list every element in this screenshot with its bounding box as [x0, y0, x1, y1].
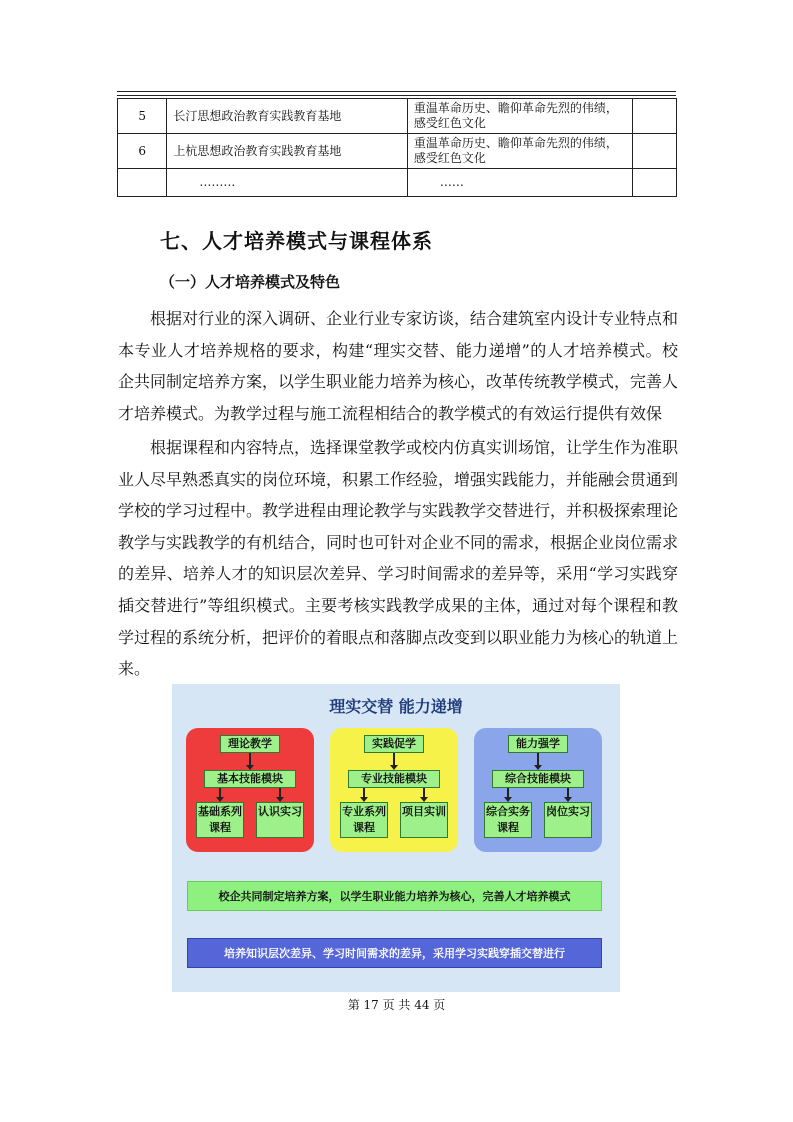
- down-arrow-icon: [567, 788, 569, 798]
- blank-cell: [632, 99, 676, 134]
- body-paragraph: 根据课程和内容特点，选择课堂教学或校内仿真实训场馆，让学生作为准职业人尽早熟悉真实的岗位环境，积累工作经验，增强实践能力，并能融会贯通到学校的学习过程中。教学进程由理论教学与实践教学交替进行，并积极探索理论教学与实践教学的有机结合，同时也可针对企业不同的需求，根据企业岗位需求的差异、培养人才的知识层次差异、学习时间需求的差异等，采用“学习实践穿插交替进行”等组织模式。主要考核实践教学成果的主体，通过对每个课程和教学过程的系统分析，把评价的着眼点和落脚点改变到以职业能力为核心的轨道上来。: [118, 438, 679, 679]
- panel-top-box: 能力强学: [508, 735, 568, 753]
- header-rule-top: [117, 91, 676, 92]
- base-description: ……: [407, 169, 632, 197]
- practice-base-table: [117, 98, 677, 197]
- row-number: [118, 169, 167, 197]
- panel-left-box: 基础系列课程: [196, 802, 244, 838]
- panel-theory-teaching: [186, 728, 314, 852]
- page-footer: 第 17 页 共 44 页: [347, 998, 446, 1012]
- down-arrow-icon: [219, 788, 221, 798]
- panel-right-box: 认识实习: [256, 802, 304, 838]
- subsection-heading: （一）人才培养模式及特色: [160, 273, 341, 291]
- base-name: ………: [167, 169, 407, 197]
- section-heading: 七、人才培养模式与课程体系: [160, 229, 433, 253]
- table-row: [118, 99, 677, 134]
- down-arrow-icon: [393, 753, 395, 766]
- alternation-band: 培养知识层次差异、学习时间需求的差异，采用学习实践穿插交替进行: [187, 938, 602, 968]
- base-description: 重温革命历史、瞻仰革命先烈的伟绩，感受红色文化: [407, 99, 632, 134]
- down-arrow-icon: [537, 753, 539, 766]
- down-arrow-icon: [423, 788, 425, 798]
- cooperation-band: 校企共同制定培养方案，以学生职业能力培养为核心，完善人才培养模式: [187, 881, 602, 911]
- panel-module-box: 综合技能模块: [492, 770, 584, 788]
- panel-practice-learning: [330, 728, 458, 852]
- panel-right-box: 岗位实习: [544, 802, 592, 838]
- panel-top-box: 实践促学: [364, 735, 424, 753]
- panel-module-box: 专业技能模块: [348, 770, 440, 788]
- body-paragraph: 根据对行业的深入调研、企业行业专家访谈，结合建筑室内设计专业特点和本专业人才培养规格的要求，构建“理实交替、能力递增”的人才培养模式。校企共同制定培养方案，以学生职业能力培养为核心，改革传统教学模式，完善人才培养模式。为教学过程与施工流程相结合的教学模式的有效运行提供有效保: [118, 309, 679, 423]
- down-arrow-icon: [279, 788, 281, 798]
- header-rule-bottom: [117, 95, 676, 96]
- table-row: [118, 134, 677, 169]
- diagram-title: 理实交替 能力递增: [329, 697, 463, 716]
- row-number: 5: [118, 99, 167, 134]
- panel-top-box: 理论教学: [220, 735, 280, 753]
- panel-ability-learning: [474, 728, 602, 852]
- base-description: 重温革命历史、瞻仰革命先烈的伟绩，感受红色文化: [407, 134, 632, 169]
- row-number: 6: [118, 134, 167, 169]
- down-arrow-icon: [249, 753, 251, 766]
- panel-right-box: 项目实训: [400, 802, 448, 838]
- panel-left-box: 专业系列课程: [340, 802, 388, 838]
- blank-cell: [632, 169, 676, 197]
- blank-cell: [632, 134, 676, 169]
- panel-module-box: 基本技能模块: [204, 770, 296, 788]
- base-name: 上杭思想政治教育实践教育基地: [167, 134, 407, 169]
- down-arrow-icon: [363, 788, 365, 798]
- table-row: [118, 169, 677, 197]
- training-mode-diagram: [172, 684, 620, 992]
- down-arrow-icon: [507, 788, 509, 798]
- base-name: 长汀思想政治教育实践教育基地: [167, 99, 407, 134]
- panel-left-box: 综合实务课程: [484, 802, 532, 838]
